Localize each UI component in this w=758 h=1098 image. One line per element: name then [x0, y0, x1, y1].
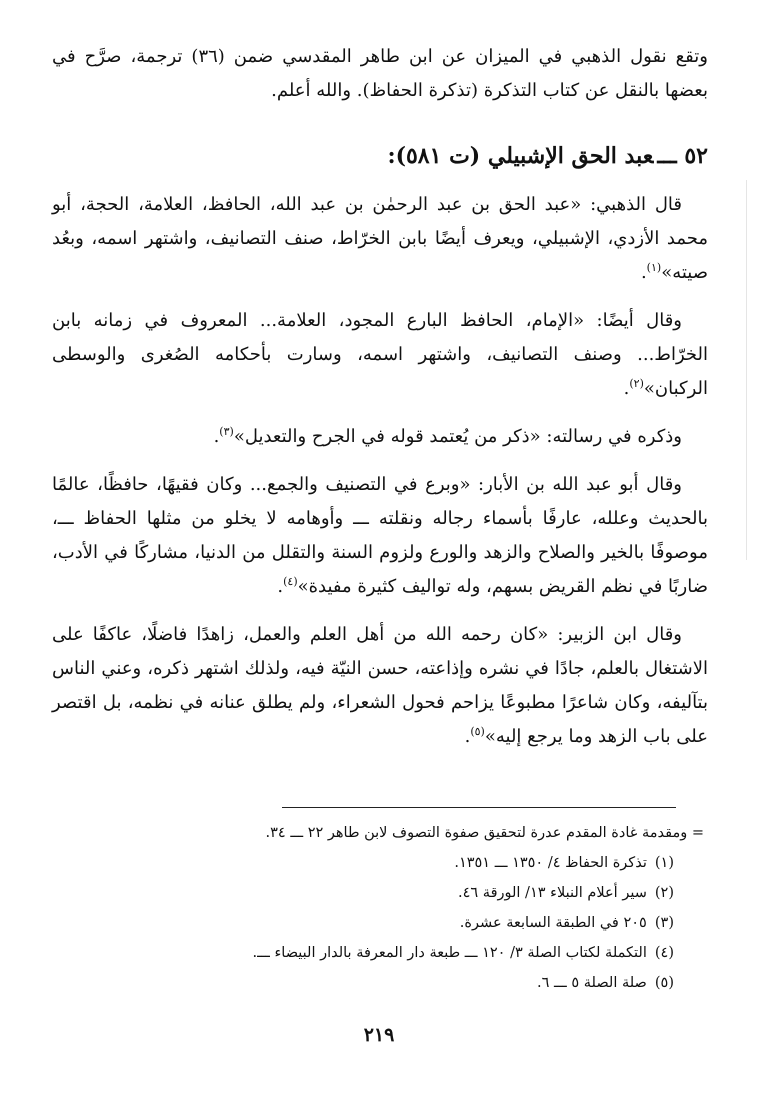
paragraph-text: وقال أيضًا: «الإمام، الحافظ البارع المجود، العلامة... المعروف في زمانه بابن الخرّاط... وصنف التصانيف، واشتهر اسمه، وسارت بأحكامه الصُغرى والوسطى الركبان» — [52, 310, 708, 399]
footnote-text: تذكرة الحفاظ ٤/ ١٣٥٠ ـــ ١٣٥١. — [454, 855, 647, 871]
paragraph-ibn-al-abbar — [52, 468, 708, 604]
footnote-number: (٢) — [654, 885, 674, 901]
footnote-text: التكملة لكتاب الصلة ٣/ ١٢٠ ـــ طبعة دار المعرفة بالدار البيضاء ـــ. — [252, 945, 647, 961]
footnote-item — [52, 848, 674, 878]
footnote-ref: (١) — [646, 261, 662, 274]
footnotes — [52, 818, 708, 998]
footnote-item — [52, 968, 674, 998]
paragraph-text: وقال ابن الزبير: «كان رحمه الله من أهل العلم والعمل، زاهدًا فاضلًا، عاكفًا على الاشتغال بالعلم، جادًا في نشره وإذاعته، حسن النيّة فيه، ولذلك اشتهر ذكره، وعني الناس بتآليفه، وكان شاعرًا مطبوعًا يزاحم فحول الشعراء، ولم يطلق عنانه في نظمه، بل اقتصر على باب الزهد وما يرجع إليه» — [52, 624, 708, 747]
footnote-text: ٢٠٥ في الطبقة السابعة عشرة. — [459, 915, 647, 931]
paragraph-end: . — [213, 426, 220, 447]
paragraph-end: . — [277, 576, 284, 597]
footnote-text: سير أعلام النبلاء ١٣/ الورقة ٤٦. — [458, 885, 647, 901]
section-title: عبد الحق الإشبيلي (ت ٥٨١): — [387, 143, 654, 169]
footnote-item — [52, 938, 674, 968]
paragraph-text: وقال أبو عبد الله بن الأبار: «وبرع في التصنيف والجمع... وكان فقيهًا، حافظًا، عالمًا بالحديث وعلله، عارفًا بأسماء رجاله ونقلته ـــ وأوهامه لا يخلو من مثلها الحفاظ ـــ، موصوفًا بالخير والصلاح والزهد والورع ولزوم السنة والتقلل من الدنيا، مشاركًا في الأدب، ضاربًا في نظم القريض بسهم، وله تواليف كثيرة مفيدة» — [52, 474, 708, 597]
footnote-number: (٥) — [654, 975, 674, 991]
paragraph-dhahabi — [52, 188, 708, 290]
page-number: ٢١٩ — [363, 1024, 395, 1046]
paragraph-dhahabi-2 — [52, 304, 708, 406]
section-number: ٥٢ ـــ — [657, 143, 708, 169]
footnote-number: (٣) — [654, 915, 674, 931]
footnote-ref: (٣) — [219, 425, 234, 438]
intro-line-1: وتقع نقول الذهبي في الميزان عن ابن طاهر المقدسي ضمن (٣٦) ترجمة، صرَّح — [84, 46, 708, 67]
footnote-number: (١) — [654, 855, 674, 871]
paragraph-end: . — [464, 726, 471, 747]
footnote-item — [52, 878, 674, 908]
section-heading — [52, 138, 708, 174]
paragraph-ibn-al-zubayr — [52, 618, 708, 754]
footnote-ref: (٢) — [629, 377, 644, 390]
footnote-ref: (٤) — [283, 575, 298, 588]
footnote-separator — [282, 807, 676, 808]
paragraph-end: . — [640, 262, 647, 283]
page-edge-shadow — [746, 180, 747, 560]
paragraph-text: وذكره في رسالته: «ذكر من يُعتمد قوله في الجرح والتعديل» — [233, 426, 682, 447]
intro-line-2: في بعضها بالنقل عن كتاب التذكرة (تذكرة الحفاظ). والله أعلم. — [52, 46, 708, 101]
footnote-text: صلة الصلة ٥ ـــ ٦. — [536, 975, 647, 991]
footnote-item — [52, 908, 674, 938]
main-text — [52, 40, 708, 762]
paragraph-risala — [52, 420, 708, 454]
footnote-number: (٤) — [654, 945, 674, 961]
footnote-ref: (٥) — [470, 725, 485, 738]
footnote-continuation: = ومقدمة غادة المقدم عدرة لتحقيق صفوة التصوف لابن طاهر ٢٢ ـــ ٣٤. — [265, 825, 704, 841]
intro-paragraph — [52, 40, 708, 108]
paragraph-text: قال الذهبي: «عبد الحق بن عبد الرحمٰن بن عبد الله، الحافظ، العلامة، الحجة، أبو محمد الأزدي، الإشبيلي، ويعرف أيضًا بابن الخرّاط، صنف التصانيف، واشتهر اسمه، وبعُد صيته» — [52, 194, 708, 283]
paragraph-end: . — [623, 378, 630, 399]
